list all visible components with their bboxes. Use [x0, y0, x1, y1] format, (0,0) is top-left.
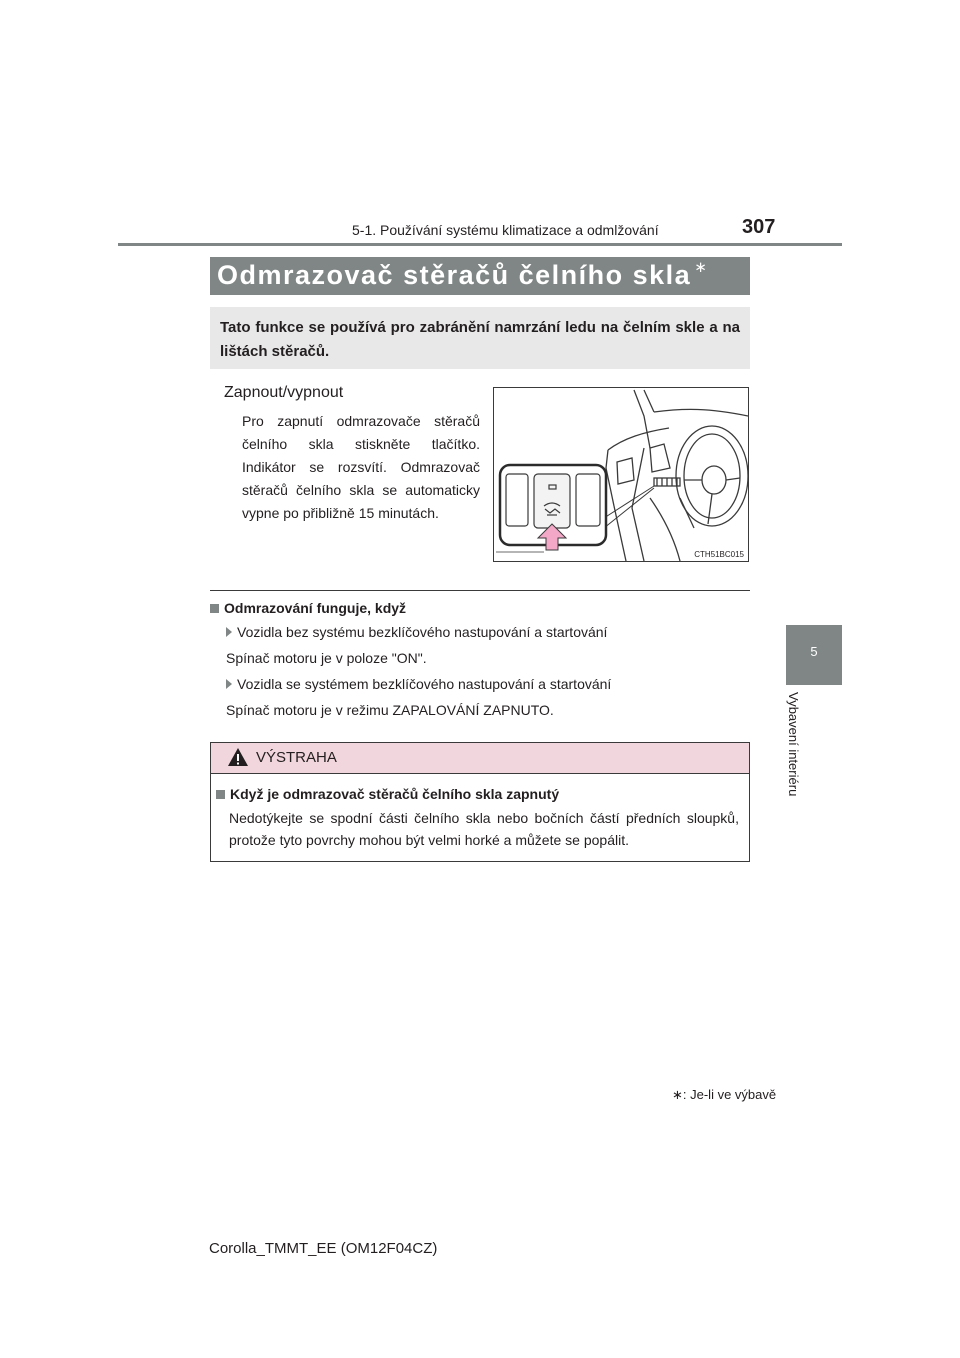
header-section-path: 5-1. Používání systému klimatizace a odmlžování: [352, 222, 659, 238]
triangle-bullet-icon: [226, 679, 232, 689]
warning-header: [211, 743, 749, 774]
note-item-label-2: [226, 676, 611, 692]
warning-heading: [216, 786, 559, 802]
figure-code: CTH51BC015: [694, 550, 744, 559]
note-item-label-text: Vozidla bez systému bezklíčového nastupování a startování: [237, 624, 608, 640]
note-item-text-1: Spínač motoru je v poloze "ON".: [226, 650, 427, 666]
warning-heading-text: Když je odmrazovač stěračů čelního skla zapnutý: [230, 786, 560, 802]
chapter-tab-label: [784, 692, 806, 822]
section-body: Pro zapnutí odmrazovače stěračů čelního skla stiskněte tlačítko. Indikátor se rozsvítí. Odmrazovač stěračů čelního skla se automaticky vypne po přibližně 15 minutách.: [242, 413, 480, 521]
warning-triangle-icon: [227, 747, 249, 767]
section-divider: [210, 590, 750, 591]
note-item-label-1: [226, 624, 607, 640]
footer-doc-id: Corolla_TMMT_EE (OM12F04CZ): [209, 1240, 438, 1257]
chapter-tab-number: 5: [810, 644, 818, 659]
chapter-tab-label-text: Vybavení interiéru: [786, 692, 801, 797]
page-title-text: Odmrazovač stěračů čelního skla: [217, 260, 692, 290]
title-bar: [210, 257, 750, 295]
note-heading-text: Odmrazování funguje, když: [224, 600, 407, 616]
square-bullet-icon: [216, 790, 225, 799]
header-rule: [118, 243, 842, 246]
footnote: ∗: Je-li ve výbavě: [672, 1087, 777, 1102]
note-item-text-2: Spínač motoru je v režimu ZAPALOVÁNÍ ZAPNUTO.: [226, 702, 554, 718]
intro-box: [210, 307, 750, 369]
page-title: [217, 260, 708, 291]
title-asterisk: ∗: [694, 259, 709, 276]
dashboard-illustration: [493, 387, 749, 562]
warning-box: [210, 742, 750, 862]
note-heading: [210, 600, 406, 616]
page-number: 307: [742, 216, 776, 238]
dashboard-drawing: [494, 388, 748, 561]
intro-text: Tato funkce se používá pro zabránění namrzání ledu na čelním skle a na lištách stěračů.: [220, 319, 740, 360]
square-bullet-icon: [210, 604, 219, 613]
note-item-label-text: Vozidla se systémem bezklíčového nastupování a startování: [237, 676, 612, 692]
triangle-bullet-icon: [226, 627, 232, 637]
warning-body: Nedotýkejte se spodní části čelního skla nebo bočních částí předních sloupků, protože tyto povrchy mohou být velmi horké a můžete se popálit.: [229, 810, 739, 848]
warning-label: VÝSTRAHA: [256, 749, 337, 766]
section-title: Zapnout/vypnout: [224, 384, 344, 401]
